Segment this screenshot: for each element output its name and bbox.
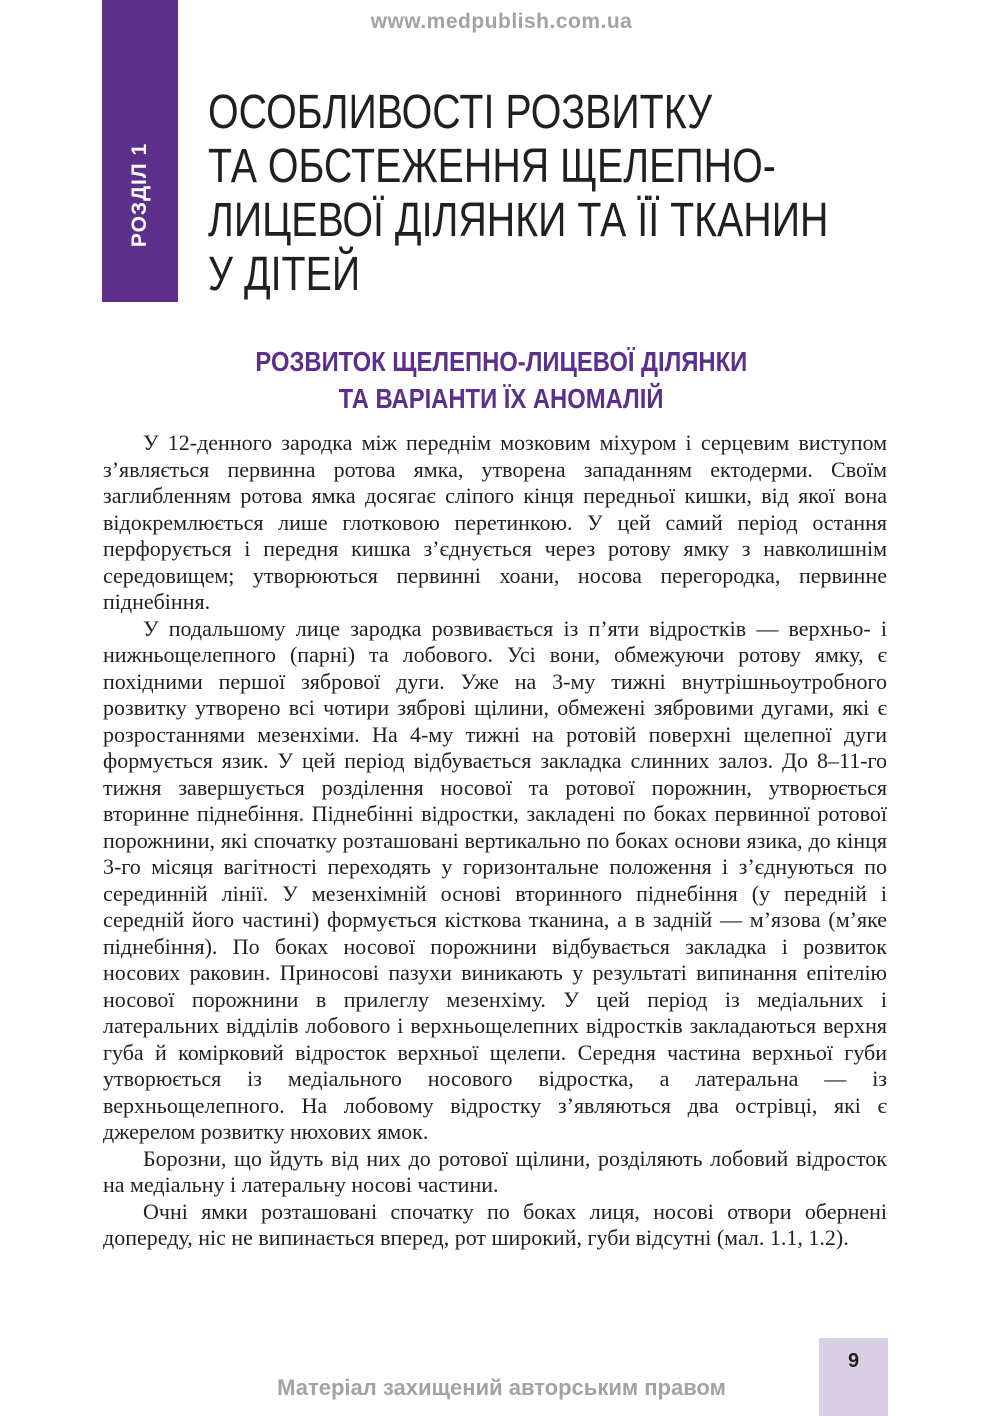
page-number: 9 — [847, 1350, 860, 1372]
chapter-title-line: ТА ОБСТЕЖЕННЯ ЩЕЛЕПНО- — [208, 140, 776, 193]
paragraph: У подальшому лице зародка розвивається із п’яти відростків — верхньо- і нижньощелепного (парні) та лобового. Усі вони, обмежуючи ротову ямку, є похідними першої зябрової дуги. Уже на 3-му тижні внутрішньоутробного розвитку утворено всі чотири зяброві щілини, обмежені зябровими дугами, які є розростаннями мезенхіми. На 4-му тижні на ротовій поверхні щелепної дуги формується язик. У цей період відбувається закладка слинних залоз. До 8–11-го тижня завершується розділення носової та ротової порожнин, утворюється вторинне піднебіння. Піднебінні відростки, закладені по боках первинної ротової порожнини, які спочатку розташовані вертикально по боках основи язика, до кінця 3-го місяця вагітності переходять у горизонтальне положення і з’єднуються по серединній лінії. У мезенхімній основі вторинного піднебіння (у передній і середній його частині) формується кісткова тканина, а в задній — м’язова (м’яке піднебіння). По боках носової порожнини відбувається закладка і розвиток носових раковин. Приносові пазухи виникають у результаті випинання епітелію носової порожнини в прилеглу мезенхіму. У цей період із медіальних і латеральних відділів лобового і верхньощелепних відростків закладаються верхня губа й комірковий відросток верхньої щелепи. Середня частина верхньої губи утворюється із медіального носового відростка, а латеральна — із верхньощелепного. На лобовому відростку з’являються два острівці, які є джерелом розвитку нюхових ямок. — [103, 615, 887, 1144]
chapter-title-line: У ДІТЕЙ — [208, 248, 361, 301]
subheading-line: ТА ВАРІАНТИ ЇХ АНОМАЛІЙ — [339, 383, 664, 414]
paragraph: У 12-денного зародка між переднім мозковим міхуром і серцевим виступом з’являється первинна ротова ямка, утворена западанням ектодерми. Своїм заглибленням ротова ямка досягає сліпого кінця передньої кишки, від якої вона відокремлюється лише глотковою перетинкою. У цей самий період остання перфорується і передня кишка з’єднується через ротову ямку з навколишнім середовищем; утворюються первинні хоани, носова перегородка, первинне піднебіння. — [103, 430, 887, 614]
section-subheading — [0, 343, 1003, 417]
paragraph: Очні ямки розташовані спочатку по боках лиця, носові отвори обернені допереду, ніс не випинається вперед, рот широкий, губи відсутні (мал. 1.1, 1.2). — [103, 1198, 887, 1250]
chapter-title — [208, 86, 897, 302]
header-watermark: www.medpublish.com.ua — [370, 10, 633, 33]
footer-watermark: Матеріал захищений авторським правом — [277, 1375, 726, 1400]
chapter-title-line: ЛИЦЕВОЇ ДІЛЯНКИ ТА ЇЇ ТКАНИН — [208, 194, 829, 247]
chapter-title-line: ОСОБЛИВОСТІ РОЗВИТКУ — [208, 86, 713, 139]
body-text — [103, 430, 887, 1252]
section-tab-label-wrap — [102, 88, 178, 302]
paragraph: Борозни, що йдуть від них до ротової щілини, розділяють лобовий відросток на медіальну і латеральну носові частини. — [103, 1145, 887, 1197]
section-tab-label: РОЗДІЛ 1 — [128, 142, 152, 248]
subheading-line: РОЗВИТОК ЩЕЛЕПНО-ЛИЦЕВОЇ ДІЛЯНКИ — [255, 346, 748, 377]
